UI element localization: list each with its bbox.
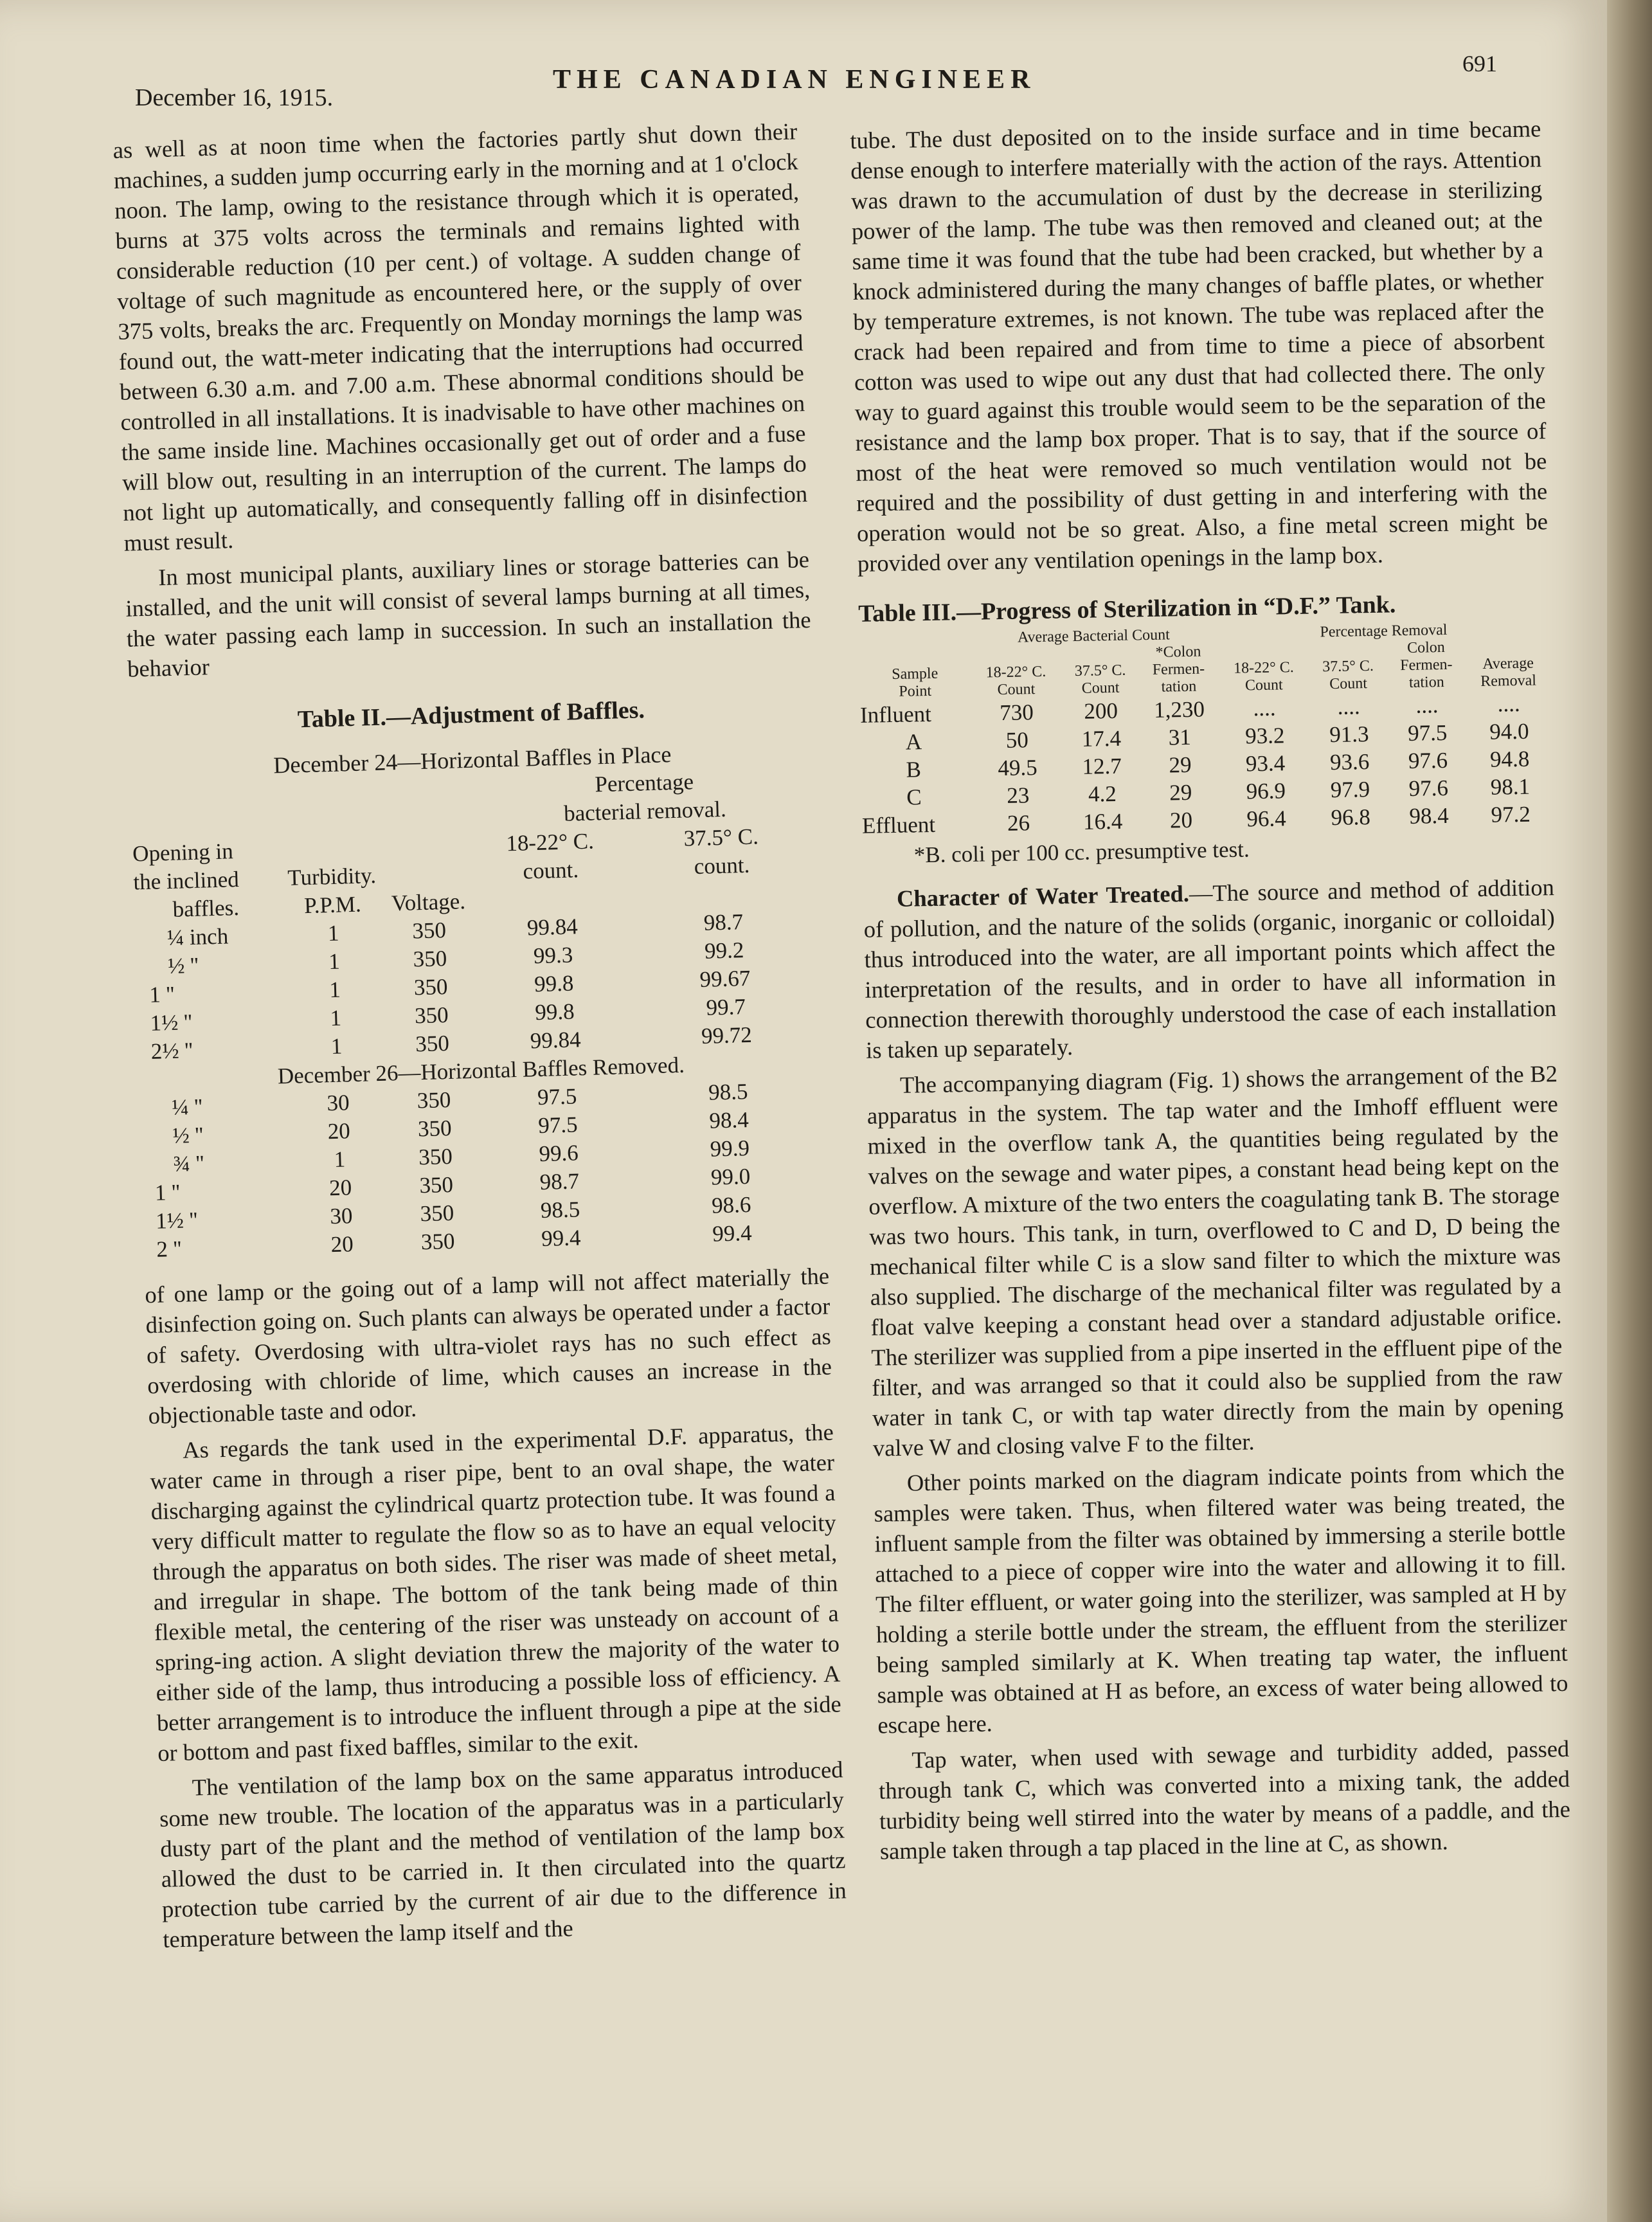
paragraph: of one lamp or the going out of a lamp will not affect materially the disinfection going on. Such plants can always be operated under a factor of safety. Overdosing with ultra-violet rays has no such effect as overdosing with chloride of lime, which causes an increase in the objectionable taste and odor. bbox=[144, 1262, 832, 1429]
column-header: 18-22° C. bbox=[505, 828, 595, 856]
table-2-title: Table II.—Adjustment of Baffles. bbox=[297, 696, 645, 734]
paragraph: The ventilation of the lamp box on the same apparatus introduced some new trouble. The location of the apparatus was in a particularly dusty part of the plant and the method of ventilation of the lamp box allowed the dust to be carried in. It then circulated into the quartz protection tube carried by the current of air due to the difference in temperature between the lamp itself and the bbox=[159, 1756, 847, 1953]
column-header: baffles. bbox=[172, 894, 240, 922]
paragraph: tube. The dust deposited on to the inside surface and in time became dense enough to interfere materially with the action of the rays. Attention was drawn to the accumulation of dust by the decrease in sterilizing power of the lamp. The tube was then removed and cleaned out; at the same time it was found that the tube had been cracked, but whether by a knock administered during the many changes of baffle plates, or whether by temperature extremes, is not known. The tube was replaced after the crack had been repaired and from time to time a piece of absorbent cotton was used to wipe out any dust that had collected there. The only way to guard against this trouble would seem to be the separation of the resistance and the lamp box proper. That is to say, that if the source of most of the heat were removed so much ventilation would not be required and the possibility of dust getting in and interfering with the operation would not be so great. Also, a fine metal screen might be provided over any ventilation openings in the lamp box. bbox=[850, 115, 1549, 577]
table-row: ¼ '' 30 350 97.5 98.5 bbox=[171, 1078, 748, 1121]
column-header: 37.5° C. Count bbox=[1074, 662, 1126, 697]
table-2-subtitle-dec26: December 26—Horizontal Baffles Removed. bbox=[277, 1052, 685, 1089]
table-2-pct-header-2: bacterial removal. bbox=[563, 796, 727, 826]
table-row: ½ '' 1 350 99.3 99.2 bbox=[167, 937, 744, 979]
table-3-group-header: Percentage Removal bbox=[1320, 621, 1448, 641]
column-header: Opening in bbox=[132, 838, 234, 867]
column-header: *Colon Fermen- tation bbox=[1152, 643, 1205, 696]
table-2-pct-header: Percentage bbox=[594, 769, 694, 797]
column-header: 18-22° C. Count bbox=[1233, 659, 1294, 694]
column-header: Voltage. bbox=[391, 889, 466, 916]
table-row: B 49.5 12.7 29 93.4 93.6 97.6 94.8 bbox=[906, 746, 1530, 782]
table-row: 1½ '' 30 350 98.5 98.6 bbox=[155, 1191, 751, 1234]
column-header: 18-22° C. Count bbox=[985, 663, 1046, 699]
table-3-footnote: *B. coli per 100 cc. presumptive test. bbox=[913, 836, 1250, 868]
column-header: count. bbox=[523, 857, 579, 884]
table-row: ½ '' 20 350 97.5 98.4 bbox=[172, 1106, 750, 1148]
column-header: the inclined bbox=[132, 866, 240, 895]
left-column bbox=[112, 116, 848, 1955]
paragraph: As regards the tank used in the experimental D.F. apparatus, the water came in through a riser pipe, bent to an oval shape, the water discharging against the cylindrical quartz protection tube. It was found a very difficult matter to regulate the flow so as to have an equal velocity through the apparatus on both sides. The riser was made of sheet metal, and irregular in shape. The bottom of the tank being made of thin flexible metal, the centering of the riser was unsteady on account of a spring-ing action. A slight deviation threw the majority of the water to either side of the lamp, thus introducing a possible loss of efficiency. A better arrangement is to introduce the influent through a pipe at the side or bottom and past fixed baffles, similar to the exit. bbox=[149, 1418, 842, 1767]
page-number: 691 bbox=[1462, 51, 1497, 77]
column-header: Average Removal bbox=[1480, 655, 1537, 691]
table-row: Influent 730 200 1,230 .... .... .... .... bbox=[859, 691, 1521, 728]
table-row: 2 '' 20 350 99.4 99.4 bbox=[156, 1220, 753, 1262]
table-row: 1 '' 20 350 98.7 99.0 bbox=[154, 1163, 751, 1206]
column-header: count. bbox=[694, 852, 750, 880]
table-row: Effluent 26 16.4 20 96.4 96.8 98.4 97.2 bbox=[861, 801, 1531, 838]
table-row: 2½ '' 1 350 99.84 99.72 bbox=[150, 1022, 753, 1064]
paragraph: Other points marked on the diagram indicate points from which the samples were taken. Thus, when filtered water was being treated, the influent sample from the filter was obtained by immersing a sterile bottle attached to a piece of copper wire into the water and allowing it to fill. The filter effluent, or water going into the sterilizer, was sampled at H by holding a sterile bottle under the stream, the effluent from the sterilizer being sampled similarly at K. When treating tap water, the influent sample was obtained at H as before, an excess of water being allowed to escape here. bbox=[874, 1458, 1568, 1739]
table-3-grid bbox=[859, 620, 1553, 840]
paragraph: as well as at noon time when the factories partly shut down their machines, a sudden jump occurring early in the morning and at 1 o'clock noon. The lamp, owing to the resistance through which it is operated, burns at 375 volts across the terminals and remains lighted with considerable reduction (10 per cent.) of voltage. A sudden change of voltage of such magnitude as encountered here, or the supply of over 375 volts, breaks the arc. Frequently on Monday mornings the lamp was found out, the watt-meter indicating that the interruptions had occurred between 6.30 a.m. and 7.00 a.m. These abnormal conditions should be controlled in all installations. It is inadvisable to have other machines on the same inside line. Machines occasionally get out of order and a fuse will blow out, resulting in an interruption of the current. The lamps do not light up automatically, and consequently falling off in disinfection must result. bbox=[112, 118, 808, 556]
paragraph: Character of Water Treated.—The source and method of addition of pollution, and the nature of the solids (organic, inorganic or colloidal) thus introduced into the water, are all important points which affect the interpretation of the results, and in order to have all information in connection therewith thoroughly understood the case of each installation is taken up separately. bbox=[863, 874, 1557, 1063]
column-header: 37.5° C. bbox=[683, 824, 759, 851]
table-2 bbox=[129, 691, 829, 1264]
paragraph: The accompanying diagram (Fig. 1) shows the arrangement of the B2 apparatus in the system. The tap water and the Imhoff effluent were mixed in the overflow tank A, the quantities being regulated by the valves on the sewage and water pipes, a constant head being kept on the overflow. A mixture of the two enters the coagulating tank B. The storage was two hours. This tank, in turn, overflowed to C and D, D being the mechanical filter while C is a slow sand filter to which the mixture was also supplied. The discharge of the mechanical filter was regulated by a float valve keeping a constant head over a standard adjustable orifice. The sterilizer was supplied from a pipe inserted in the effluent pipe of the filter, and was arranged so that it could also be supplied from the raw water in tank C, or with tap water directly from the main by opening valve W and closing valve F to the filter. bbox=[866, 1060, 1564, 1461]
table-3-group-header: Average Bacterial Count bbox=[1017, 626, 1170, 646]
table-2-grid bbox=[130, 764, 828, 1264]
table-row: C 23 4.2 29 96.9 97.9 97.6 98.1 bbox=[906, 773, 1531, 810]
column-header: Sample Point bbox=[892, 665, 938, 700]
table-row: 1½ '' 1 350 99.8 99.7 bbox=[150, 994, 746, 1036]
issue-date: December 16, 1915. bbox=[135, 84, 334, 111]
section-heading: Character of Water Treated. bbox=[896, 880, 1190, 912]
table-2-subtitle-dec24: December 24—Horizontal Baffles in Place bbox=[273, 741, 672, 779]
right-column bbox=[850, 113, 1571, 1866]
column-header: P.P.M. bbox=[303, 891, 362, 919]
table-row: ¼ inch 1 350 99.84 98.7 bbox=[166, 909, 744, 951]
table-3-title: Table III.—Progress of Sterilization in “D.F.” Tank. bbox=[857, 591, 1396, 628]
paragraph: In most municipal plants, auxiliary lines or storage batteries can be installed, and the unit will consist of several lamps burning at all times, the water passing each lamp in succession. In such an installation the behavior bbox=[125, 546, 812, 682]
journal-title: THE CANADIAN ENGINEER bbox=[553, 65, 1036, 95]
column-header: Colon Fermen- tation bbox=[1400, 638, 1453, 691]
table-row: ¾ '' 1 350 99.6 99.9 bbox=[173, 1135, 750, 1177]
table-3 bbox=[858, 587, 1554, 871]
book-gutter bbox=[1607, 0, 1652, 2222]
table-row: 1 '' 1 350 99.8 99.67 bbox=[148, 965, 751, 1007]
column-header: Turbidity. bbox=[287, 863, 377, 890]
paragraph: Tap water, when used with sewage and turbidity added, passed through tank C, which was converted into a mixing tank, the added turbidity being well stirred into the water by means of a paddle, and the sample taken through a tap placed in the line at C, as shown. bbox=[878, 1735, 1571, 1865]
table-row: A 50 17.4 31 93.2 91.3 97.5 94.0 bbox=[905, 718, 1529, 755]
column-header: 37.5° C. Count bbox=[1322, 657, 1374, 693]
